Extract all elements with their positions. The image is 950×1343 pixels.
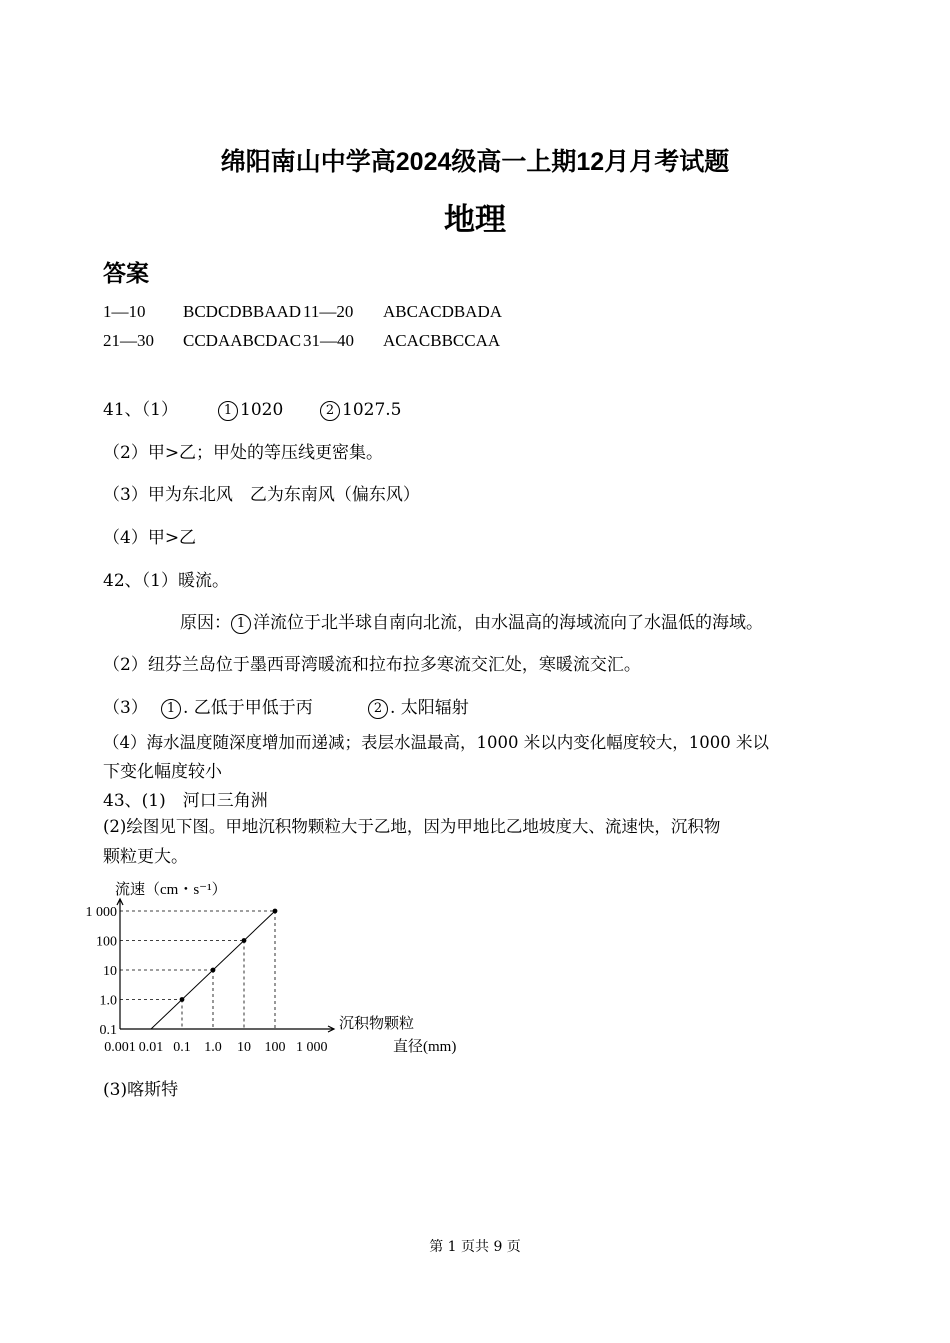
mc-answers: BCDCDBBAAD xyxy=(183,302,302,321)
mc-range: 1—10 xyxy=(103,302,146,321)
data-point xyxy=(242,938,247,943)
q41-label: 41、（1） xyxy=(103,400,178,420)
circled-number: 1 xyxy=(161,699,181,719)
data-point xyxy=(273,909,278,914)
data-point xyxy=(211,968,216,973)
section-heading: 答案 xyxy=(103,260,149,286)
mc-row-1 xyxy=(103,302,502,322)
y-tick-label: 0.1 xyxy=(99,1023,117,1038)
q42-part4-line1: （4）海水温度随深度增加而递减；表层水温最高，1000 米以内变化幅度较大，1000 米以 xyxy=(103,733,769,752)
q41-part3: （3）甲为东北风 乙为东南风（偏东风） xyxy=(103,485,420,505)
q42-part3-label: （3） xyxy=(103,698,148,718)
mc-answers: CCDAABCDAC xyxy=(183,331,302,350)
page-footer: 第 1 页共 9 页 xyxy=(429,1239,521,1255)
y-tick-label: 10 xyxy=(103,964,117,979)
y-axis-label: 流速（cm・s⁻¹） xyxy=(115,882,227,898)
q41-part1 xyxy=(103,395,401,421)
x-tick-label: 0.1 xyxy=(173,1040,191,1055)
q42-answer-b: . 太阳辐射 xyxy=(390,698,469,718)
q42-reason xyxy=(180,608,763,634)
data-point xyxy=(180,997,185,1002)
x-tick-label: 0.01 xyxy=(138,1040,164,1055)
q42-answer-a: . 乙低于甲低于丙 xyxy=(183,698,313,718)
document-title: 绵阳南山中学高2024级高一上期12月月考试题 xyxy=(220,148,730,176)
x-tick-label: 0.001 xyxy=(104,1040,136,1055)
y-tick-label: 1 000 xyxy=(85,905,117,920)
velocity-grain-size-chart xyxy=(85,870,460,1060)
mc-answers: ACACBBCCAA xyxy=(383,331,501,350)
mc-range: 31—40 xyxy=(303,331,354,350)
q41-part4: （4）甲>乙 xyxy=(103,528,197,548)
q43-part1: 43、(1) 河口三角洲 xyxy=(103,791,268,811)
x-tick-label: 1 000 xyxy=(296,1040,328,1055)
mc-range: 21—30 xyxy=(103,331,154,350)
x-tick-label: 100 xyxy=(264,1040,286,1055)
circled-number: 1 xyxy=(231,614,251,634)
q43-part2-line2: 颗粒更大。 xyxy=(103,847,188,867)
y-tick-label: 1.0 xyxy=(99,993,117,1009)
x-tick-label: 10 xyxy=(237,1040,251,1055)
circled-number: 2 xyxy=(368,699,388,719)
y-tick-label: 100 xyxy=(96,934,117,950)
q41-part2: （2）甲>乙；甲处的等压线更密集。 xyxy=(103,443,384,463)
q41-answer-a: 1020 xyxy=(240,400,284,420)
reason-text: 洋流位于北半球自南向北流，由水温高的海域流向了水温低的海域。 xyxy=(253,613,763,633)
q43-part3: (3)喀斯特 xyxy=(103,1080,179,1100)
mc-row-2 xyxy=(103,331,500,351)
q42-part4-line2: 下变化幅度较小 xyxy=(103,762,222,782)
q41-answer-b: 1027.5 xyxy=(342,400,402,420)
q42-part1: 42、（1）暖流。 xyxy=(103,571,229,591)
q43-part2-line1: (2)绘图见下图。甲地沉积物颗粒大于乙地，因为甲地比乙地坡度大、流速快，沉积物 xyxy=(103,817,721,836)
x-tick-label: 1.0 xyxy=(204,1040,222,1055)
mc-range: 11—20 xyxy=(303,302,354,321)
reason-label: 原因： xyxy=(180,613,231,633)
q42-part3 xyxy=(103,693,469,719)
circled-number: 1 xyxy=(218,401,238,421)
q42-part2: （2）纽芬兰岛位于墨西哥湾暖流和拉布拉多寒流交汇处，寒暖流交汇。 xyxy=(103,655,641,675)
mc-answers: ABCACDBADA xyxy=(383,302,503,321)
circled-number: 2 xyxy=(320,401,340,421)
subject-title: 地理 xyxy=(444,202,506,237)
x-axis-label-top: 沉积物颗粒 xyxy=(339,1016,415,1032)
x-axis-label-bottom: 直径(mm) xyxy=(393,1039,457,1055)
